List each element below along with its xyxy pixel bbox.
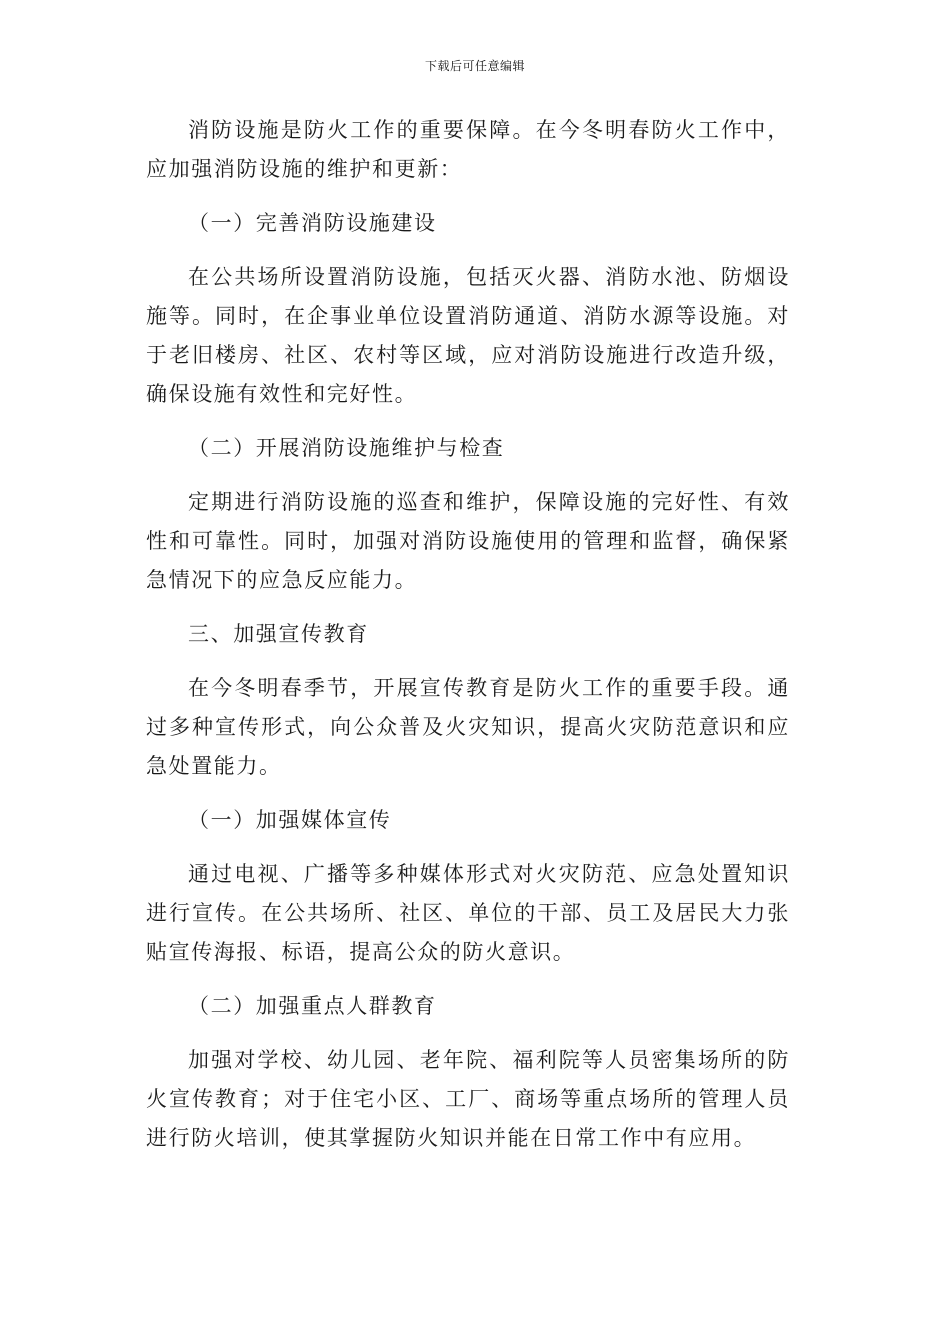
paragraph-intro: 消防设施是防火工作的重要保障。在今冬明春防火工作中，应加强消防设施的维护和更新： <box>146 118 790 181</box>
paragraph-publicity-intro: 在今冬明春季节，开展宣传教育是防火工作的重要手段。通过多种宣传形式，向公众普及火灾知识，提高火灾防范意识和应急处置能力。 <box>146 676 790 778</box>
subheading-maintenance-inspection: （二）开展消防设施维护与检查 <box>188 436 505 460</box>
paragraph-media-publicity: 通过电视、广播等多种媒体形式对火灾防范、应急处置知识进行宣传。在公共场所、社区、单位的干部、员工及居民大力张贴宣传海报、标语，提高公众的防火意识。 <box>146 862 790 964</box>
paragraph-key-groups-education: 加强对学校、幼儿园、老年院、福利院等人员密集场所的防火宣传教育；对于住宅小区、工厂、商场等重点场所的管理人员进行防火培训，使其掌握防火知识并能在日常工作中有应用。 <box>146 1048 790 1150</box>
subheading-media-publicity: （一）加强媒体宣传 <box>188 808 392 832</box>
section-heading-publicity-education: 三、加强宣传教育 <box>188 622 369 646</box>
paragraph-maintenance: 定期进行消防设施的巡查和维护，保障设施的完好性、有效性和可靠性。同时，加强对消防设施使用的管理和监督，确保紧急情况下的应急反应能力。 <box>146 490 790 592</box>
subheading-key-groups-education: （二）加强重点人群教育 <box>188 994 437 1018</box>
header-note: 下载后可任意编辑 <box>424 59 525 73</box>
paragraph-facilities-construction: 在公共场所设置消防设施，包括灭火器、消防水池、防烟设施等。同时，在企事业单位设置消防通道、消防水源等设施。对于老旧楼房、社区、农村等区域，应对消防设施进行改造升级，确保设施有效性和完好性。 <box>146 265 790 406</box>
document-body <box>146 111 790 1158</box>
subheading-improve-facilities: （一）完善消防设施建设 <box>188 211 437 235</box>
